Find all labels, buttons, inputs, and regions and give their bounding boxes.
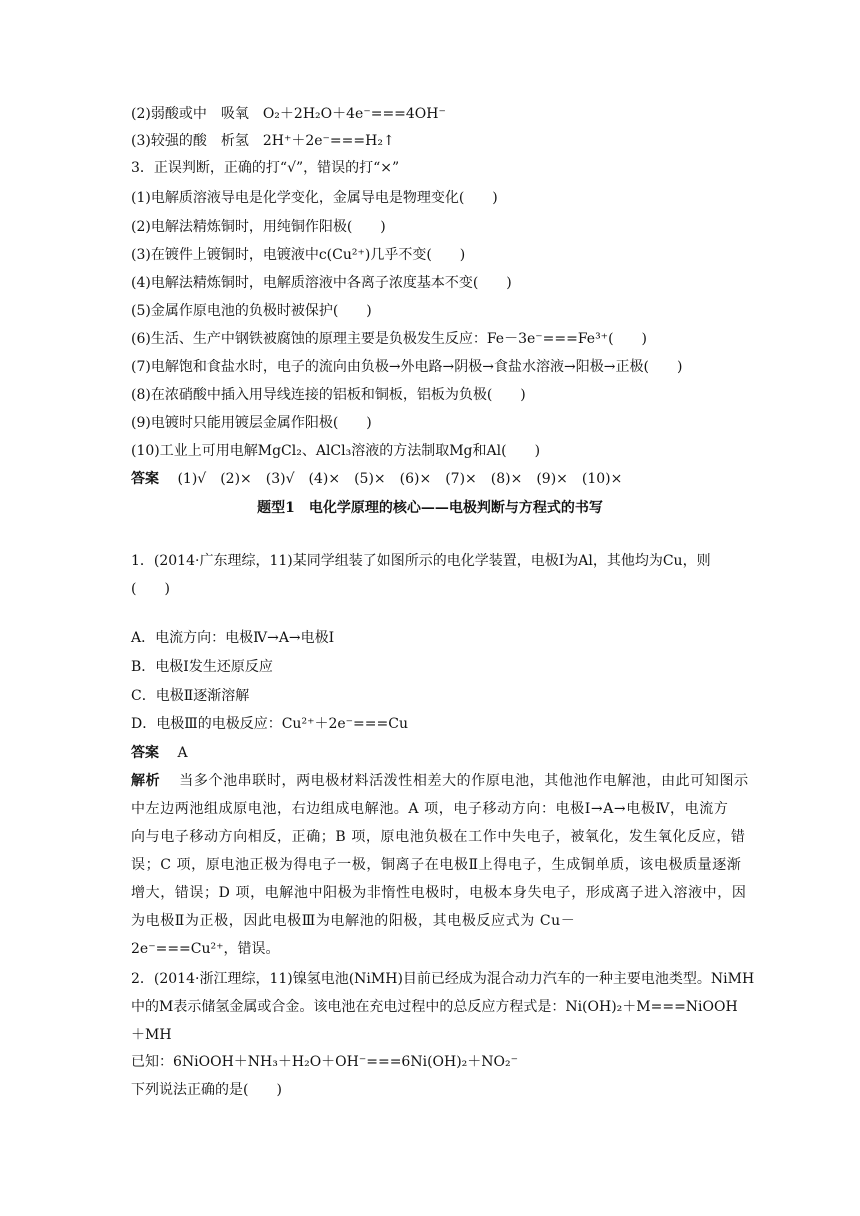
q1-analysis-line-5: 增大，错误；D 项，电解池中阳极为非惰性电极时，电极本身失电子，形成离子进入溶液中，因	[131, 885, 747, 901]
q2-given-equation: 已知：6NiOOH＋NH₃＋H₂O＋OH⁻===6Ni(OH)₂＋NO₂⁻	[131, 1054, 519, 1070]
q1-stem-line-2: ( )	[131, 581, 170, 597]
q2-stem-line-1: 2．(2014·浙江理综，11)镍氢电池(NiMH)目前已经成为混合动力汽车的一种主要电池类型。NiMH	[131, 971, 755, 987]
q1-option-a: A．电流方向：电极Ⅳ→A→电极Ⅰ	[131, 630, 335, 646]
section-3-heading: 3．正误判断，正确的打“√”，错误的打“×”	[131, 160, 400, 176]
q1-analysis-line-3: 向与电子移动方向相反，正确；B 项，原电池负极在工作中失电子，被氧化，发生氧化反应，错	[131, 829, 746, 845]
judgment-item-5: (5)金属作原电池的负极时被保护( )	[131, 303, 372, 319]
q1-analysis-line-4: 误；C 项，原电池正极为得电子一极，铜离子在电极Ⅱ上得电子，生成铜单质，该电极质量逐渐	[131, 857, 742, 873]
q1-analysis-line-7: 2e⁻===Cu²⁺，错误。	[131, 941, 280, 957]
q2-question: 下列说法正确的是( )	[131, 1082, 282, 1098]
topic-title: 题型1 电化学原理的核心——电极判断与方程式的书写	[257, 500, 603, 516]
q2-stem-line-3: ＋MH	[131, 1027, 172, 1043]
answer-label: 答案	[131, 745, 159, 761]
q1-option-c: C．电极Ⅱ逐渐溶解	[131, 688, 250, 704]
judgment-item-7: (7)电解饱和食盐水时，电子的流向由负极→外电路→阴极→食盐水溶液→阳极→正极( )	[131, 359, 683, 375]
judgment-item-9: (9)电镀时只能用镀层金属作阳极( )	[131, 415, 372, 431]
judgment-item-10: (10)工业上可用电解MgCl₂、AlCl₃溶液的方法制取Mg和Al( )	[131, 443, 541, 459]
answer-label: 答案	[131, 471, 159, 487]
q2-stem-line-2: 中的M表示储氢金属或合金。该电池在充电过程中的总反应方程式是：Ni(OH)₂＋M===NiOOH	[131, 999, 738, 1015]
judgment-answer-row	[131, 470, 622, 488]
judgment-item-1: (1)电解质溶液导电是化学变化，金属导电是物理变化( )	[131, 190, 498, 206]
q1-analysis-line-1	[131, 772, 749, 790]
answer-line-3: (3)较强的酸 析氢 2H⁺＋2e⁻===H₂↑	[131, 133, 395, 149]
q1-analysis-line-6: 为电极Ⅱ为正极，因此电极Ⅲ为电解池的阳极，其电极反应式为 Cu－	[131, 913, 576, 929]
q1-option-d: D．电极Ⅲ的电极反应：Cu²⁺＋2e⁻===Cu	[131, 716, 408, 732]
judgment-item-6: (6)生活、生产中钢铁被腐蚀的原理主要是负极发生反应：Fe－3e⁻===Fe³⁺( )	[131, 331, 647, 347]
judgment-item-4: (4)电解法精炼铜时，电解质溶液中各离子浓度基本不变( )	[131, 275, 512, 291]
q1-answer-row	[131, 744, 188, 762]
q1-analysis-line-2: 中左边两池组成原电池，右边组成电解池。A 项，电子移动方向：电极Ⅰ→A→电极Ⅳ，电流方	[131, 801, 729, 817]
judgment-item-2: (2)电解法精炼铜时，用纯铜作阳极( )	[131, 219, 386, 235]
answer-text: (1)√ (2)× (3)√ (4)× (5)× (6)× (7)× (8)× (9)× (10)×	[177, 471, 623, 487]
judgment-item-3: (3)在镀件上镀铜时，电镀液中c(Cu²⁺)几乎不变( )	[131, 247, 466, 263]
judgment-item-8: (8)在浓硝酸中插入用导线连接的铝板和铜板，铝板为负极( )	[131, 387, 526, 403]
q1-option-b: B．电极Ⅰ发生还原反应	[131, 659, 273, 675]
answer-line-2: (2)弱酸或中 吸氧 O₂＋2H₂O＋4e⁻===4OH⁻	[131, 106, 446, 122]
analysis-label: 解析	[131, 773, 161, 789]
answer-text: A	[177, 745, 188, 761]
q1-stem-line-1: 1．(2014·广东理综，11)某同学组装了如图所示的电化学装置，电极Ⅰ为Al，其他均为Cu，则	[131, 553, 711, 569]
analysis-text: 当多个池串联时，两电极材料活泼性相差大的作原电池，其他池作电解池，由此可知图示	[179, 773, 749, 789]
